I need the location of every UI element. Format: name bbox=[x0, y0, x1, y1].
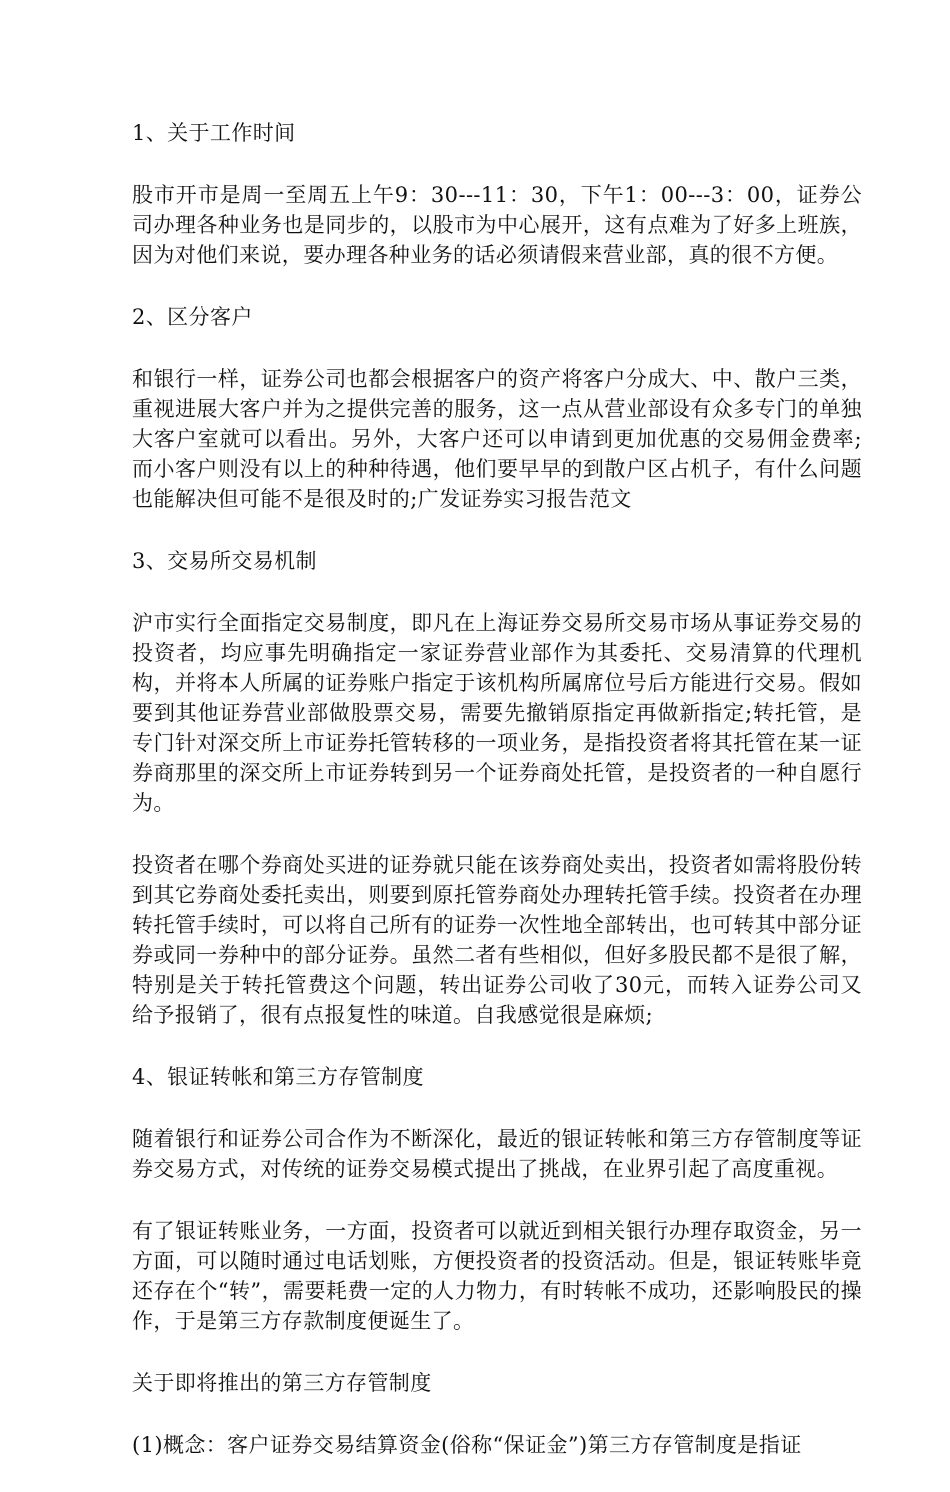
paragraph-transfer-business: 有了银证转账业务，一方面，投资者可以就近到相关银行办理存取资金，另一方面，可以随时通过电话划账，方便投资者的投资活动。但是，银证转账毕竟还存在个“转”，需要耗费一定的人力物力，有时转帐不成功，还影响股民的操作，于是第三方存款制度便诞生了。 bbox=[132, 1219, 862, 1333]
section-heading-bank-securities-transfer: 4、银证转帐和第三方存管制度 bbox=[132, 1065, 424, 1089]
section-heading-work-hours: 1、关于工作时间 bbox=[132, 121, 296, 145]
document-page bbox=[132, 118, 862, 1492]
paragraph-concept: (1)概念：客户证券交易结算资金(俗称“保证金”)第三方存管制度是指证 bbox=[132, 1433, 802, 1457]
paragraph-designated-trading: 沪市实行全面指定交易制度，即凡在上海证券交易所交易市场从事证券交易的投资者，均应事先明确指定一家证券营业部作为其委托、交易清算的代理机构，并将本人所属的证券账户指定于该机构所属席位号后方能进行交易。假如要到其他证券营业部做股票交易，需要先撤销原指定再做新指定;转托管，是专门针对深交所上市证券托管转移的一项业务，是指投资者将其托管在某一证券商那里的深交所上市证券转到另一个证券商处托管，是投资者的一种自愿行为。 bbox=[132, 611, 862, 815]
paragraph-custody-transfer: 投资者在哪个券商处买进的证券就只能在该券商处卖出，投资者如需将股份转到其它券商处委托卖出，则要到原托管券商处办理转托管手续。投资者在办理转托管手续时，可以将自己所有的证券一次性地全部转出，也可转其中部分证券或同一券种中的部分证券。虽然二者有些相似，但好多股民都不是很了解，特别是关于转托管费这个问题，转出证券公司收了30元，而转入证券公司又给予报销了，很有点报复性的味道。自我感觉很是麻烦; bbox=[132, 853, 862, 1027]
section-heading-exchange-mechanism: 3、交易所交易机制 bbox=[132, 549, 317, 573]
paragraph-client-tiers: 和银行一样，证券公司也都会根据客户的资产将客户分成大、中、散户三类，重视进展大客户并为之提供完善的服务，这一点从营业部设有众多专门的单独大客户室就可以看出。另外，大客户还可以申请到更加优惠的交易佣金费率;而小客户则没有以上的种种待遇，他们要早早的到散户区占机子，有什么问题也能解决但可能不是很及时的;广发证券实习报告范文 bbox=[132, 367, 862, 511]
section-heading-client-tiers: 2、区分客户 bbox=[132, 305, 253, 329]
paragraph-cooperation: 随着银行和证券公司合作为不断深化，最近的银证转帐和第三方存管制度等证券交易方式，对传统的证券交易模式提出了挑战，在业界引起了高度重视。 bbox=[132, 1127, 862, 1181]
section-heading-third-party-custody: 关于即将推出的第三方存管制度 bbox=[132, 1371, 432, 1395]
paragraph-work-hours: 股市开市是周一至周五上午9：30---11：30，下午1：00---3：00，证券公司办理各种业务也是同步的，以股市为中心展开，这有点难为了好多上班族，因为对他们来说，要办理各种业务的话必须请假来营业部，真的很不方便。 bbox=[132, 183, 862, 267]
